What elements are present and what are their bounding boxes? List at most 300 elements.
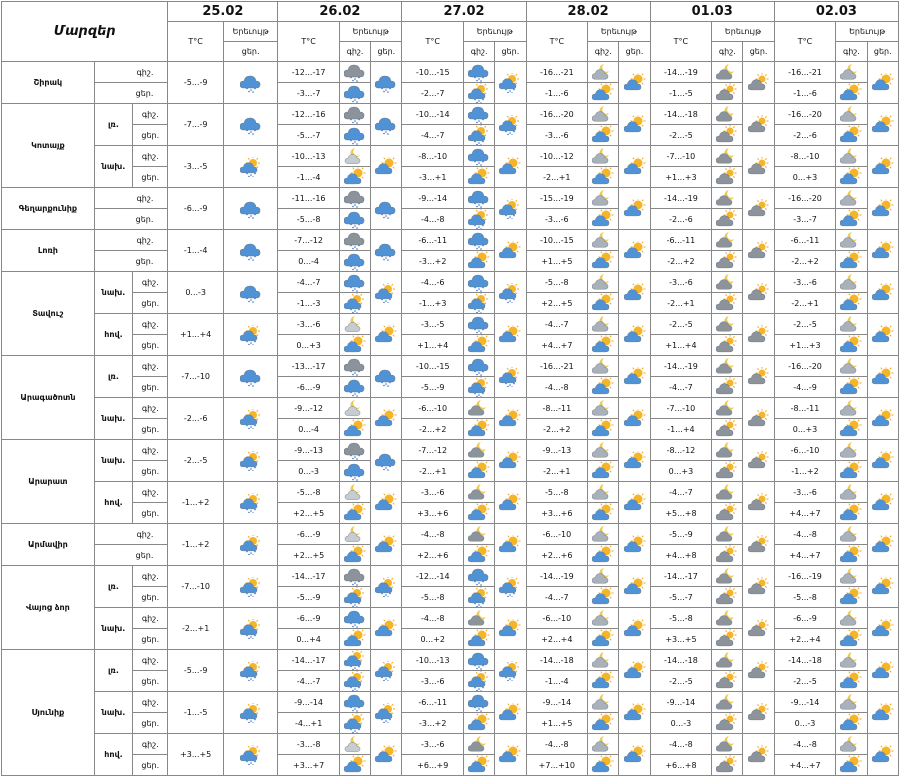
phenomenon-cell	[867, 650, 898, 692]
cloud-moon-icon	[716, 482, 738, 502]
temp-cell: -5...-8	[402, 587, 464, 608]
sun-cloud-icon	[840, 167, 862, 187]
phenomenon-cell	[836, 482, 867, 503]
phenomenon-cell	[712, 188, 743, 209]
phenomenon-cell	[371, 314, 402, 356]
temp-cell: -2...+2	[526, 419, 588, 440]
phenomenon-cell	[588, 251, 619, 272]
phenomenon-cell	[495, 356, 526, 398]
phenomenon-cell	[588, 461, 619, 482]
time-night: գիշ.	[133, 146, 168, 167]
temp-cell: -14...-17	[278, 650, 340, 671]
phenomenon-cell	[223, 230, 277, 272]
table-row	[2, 734, 899, 755]
phenomenon-cell	[223, 314, 277, 356]
moon-cloud-icon	[592, 62, 614, 82]
phenomenon-cell	[339, 314, 370, 335]
time-night: գիշ.	[133, 734, 168, 755]
moon-cloud-light-icon	[344, 146, 366, 166]
temp-cell: -4...-7	[278, 272, 340, 293]
phenomenon-cell	[619, 650, 650, 692]
phenomenon-cell	[619, 230, 650, 272]
phenomenon-cell	[339, 671, 370, 692]
phenomenon-cell	[464, 314, 495, 335]
sun-cloud-icon	[872, 73, 894, 93]
table-row	[2, 314, 899, 335]
sun-cloud-icon	[592, 251, 614, 271]
temp-cell: +2...+5	[278, 545, 340, 566]
temp-cell: -5...-9	[168, 62, 223, 104]
cloud-snow-icon	[468, 356, 490, 376]
moon-cloud-icon	[592, 356, 614, 376]
phenomenon-cell	[339, 419, 370, 440]
phenomenon-cell	[339, 209, 370, 230]
phenomenon-cell	[495, 482, 526, 524]
phenomenon-cell	[619, 314, 650, 356]
moon-cloud-icon	[840, 146, 862, 166]
cloud-sun-icon	[748, 241, 770, 261]
temp-cell: -3...-8	[278, 734, 340, 755]
sun-cloud-icon	[592, 377, 614, 397]
cloud-moon-icon	[468, 524, 490, 544]
sun-cloud-icon	[375, 157, 397, 177]
moon-cloud-icon	[592, 440, 614, 460]
phenomenon-cell	[223, 146, 277, 188]
phenomenon-cell	[371, 524, 402, 566]
moon-cloud-icon	[592, 482, 614, 502]
phenomenon-cell	[712, 587, 743, 608]
sun-cloud-icon	[468, 335, 490, 355]
temp-cell: -2...-5	[650, 314, 712, 335]
sun-cloud-icon	[840, 713, 862, 733]
temp-cell: -4...-7	[650, 482, 712, 503]
sun-cloud-icon	[840, 755, 862, 775]
temp-cell: -4...-8	[402, 608, 464, 629]
phenomenon-cell	[712, 440, 743, 461]
phenomenon-cell	[371, 104, 402, 146]
phenomenon-cell	[712, 209, 743, 230]
table-row	[2, 62, 899, 83]
phenomenon-cell	[836, 755, 867, 776]
phenomenon-cell	[464, 692, 495, 713]
temp-cell: +3...+7	[278, 755, 340, 776]
temp-cell: -8...-11	[526, 398, 588, 419]
time-day: ցեր.	[133, 755, 168, 776]
temp-cell: 0...-3	[168, 272, 223, 314]
temp-cell: +7...+10	[526, 755, 588, 776]
cloud-snow-icon	[468, 62, 490, 82]
phen-header: Երեւույթ	[588, 22, 651, 42]
sun-cloud-snow-icon	[344, 293, 366, 313]
temp-cell: -6...-10	[526, 608, 588, 629]
phenomenon-cell	[619, 272, 650, 314]
phenomenon-cell	[712, 734, 743, 755]
phenomenon-cell	[464, 650, 495, 671]
cloud-sun-icon	[748, 535, 770, 555]
phenomenon-cell	[836, 146, 867, 167]
phenomenon-cell	[743, 734, 774, 776]
cloud-sun-icon	[748, 409, 770, 429]
phenomenon-cell	[836, 293, 867, 314]
phenomenon-cell	[836, 545, 867, 566]
cloud-snow-icon	[240, 283, 262, 303]
sun-cloud-icon	[872, 199, 894, 219]
night-label: գիշ.	[339, 42, 370, 62]
temp-cell: -14...-19	[650, 188, 712, 209]
temp-cell: -5...-7	[650, 587, 712, 608]
region-name: Շիրակ	[2, 62, 95, 104]
subregion-label: լռ.	[94, 650, 132, 692]
date-header: 25.02	[168, 2, 278, 22]
phenomenon-cell	[836, 251, 867, 272]
table-row	[2, 482, 899, 503]
temp-cell: -8...-12	[650, 440, 712, 461]
temp-cell: +2...+4	[526, 629, 588, 650]
sun-cloud-icon	[872, 661, 894, 681]
cloud-snow-icon	[344, 209, 366, 229]
cloud-sun-icon	[748, 157, 770, 177]
sun-cloud-icon	[499, 325, 521, 345]
temp-cell: -2...-7	[402, 83, 464, 104]
sun-cloud-icon	[840, 629, 862, 649]
temp-cell: -7...-12	[402, 440, 464, 461]
phenomenon-cell	[495, 188, 526, 230]
phenomenon-cell	[495, 398, 526, 440]
time-day: ցեր.	[133, 503, 168, 524]
phenomenon-cell	[588, 524, 619, 545]
sun-cloud-icon	[872, 745, 894, 765]
moon-cloud-icon	[840, 608, 862, 628]
temp-cell: -7...-12	[278, 230, 340, 251]
temp-cell: -8...-10	[774, 146, 836, 167]
cloud-sun-icon	[716, 125, 738, 145]
cloud-snow-icon	[375, 367, 397, 387]
cloud-sun-icon	[716, 671, 738, 691]
temp-cell: -3...-6	[774, 482, 836, 503]
sun-cloud-icon	[592, 503, 614, 523]
temp-cell: -5...-9	[278, 587, 340, 608]
cloud-sun-icon	[716, 209, 738, 229]
temp-cell: -15...-19	[526, 188, 588, 209]
temp-cell: +1...+4	[402, 335, 464, 356]
moon-cloud-icon	[840, 650, 862, 670]
cloud-sun-icon	[716, 629, 738, 649]
temp-cell: -4...-7	[526, 314, 588, 335]
region-name: Արարատ	[2, 440, 95, 524]
phenomenon-cell	[836, 377, 867, 398]
sun-cloud-snow-icon	[344, 650, 366, 670]
phenomenon-cell	[339, 104, 370, 125]
phenomenon-cell	[743, 566, 774, 608]
subregion-label: լռ.	[94, 356, 132, 398]
sun-cloud-icon	[344, 545, 366, 565]
cloud-sun-icon	[716, 713, 738, 733]
sun-cloud-snow-icon	[240, 325, 262, 345]
phenomenon-cell	[464, 293, 495, 314]
phenomenon-cell	[223, 440, 277, 482]
phenomenon-cell	[588, 335, 619, 356]
temp-cell: -6...-9	[168, 188, 223, 230]
sun-cloud-icon	[592, 167, 614, 187]
temp-cell: +2...+5	[526, 293, 588, 314]
time-day: ցեր.	[133, 587, 168, 608]
temp-cell: -2...-6	[168, 398, 223, 440]
moon-cloud-icon	[592, 398, 614, 418]
temp-cell: -1...-6	[774, 83, 836, 104]
time-night: գիշ.	[133, 692, 168, 713]
moon-cloud-icon	[592, 230, 614, 250]
temp-cell: +1...+4	[168, 314, 223, 356]
temp-cell: +6...+8	[650, 755, 712, 776]
time-day: ցեր.	[133, 419, 168, 440]
subregion-label: հով.	[94, 482, 132, 524]
temp-cell: -6...-9	[278, 608, 340, 629]
sun-cloud-icon	[872, 535, 894, 555]
cloud-sun-icon	[716, 545, 738, 565]
phenomenon-cell	[712, 524, 743, 545]
temp-cell: +1...+4	[650, 335, 712, 356]
phenomenon-cell	[339, 272, 370, 293]
temp-cell: -16...-21	[526, 356, 588, 377]
phenomenon-cell	[712, 461, 743, 482]
temp-cell: -4...-8	[774, 734, 836, 755]
sun-cloud-icon	[624, 409, 646, 429]
time-day: ցեր.	[133, 713, 168, 734]
phenomenon-cell	[495, 230, 526, 272]
phenomenon-cell	[223, 188, 277, 230]
phenomenon-cell	[836, 272, 867, 293]
phenomenon-cell	[867, 524, 898, 566]
sun-cloud-snow-icon	[499, 115, 521, 135]
table-row	[2, 440, 899, 461]
cloud-sun-icon	[716, 377, 738, 397]
cloud-moon-icon	[716, 356, 738, 376]
phenomenon-cell	[743, 692, 774, 734]
sun-cloud-icon	[468, 629, 490, 649]
heavy-cloud-snow-icon	[344, 440, 366, 460]
cloud-moon-icon	[468, 734, 490, 754]
phenomenon-cell	[464, 356, 495, 377]
phenomenon-cell	[371, 188, 402, 230]
sun-cloud-icon	[840, 671, 862, 691]
temp-cell: +4...+8	[650, 545, 712, 566]
cloud-sun-icon	[748, 283, 770, 303]
sun-cloud-snow-icon	[240, 157, 262, 177]
temp-cell: -4...-6	[402, 272, 464, 293]
sun-cloud-icon	[872, 577, 894, 597]
sun-cloud-snow-icon	[499, 367, 521, 387]
sun-cloud-icon	[344, 503, 366, 523]
table-row	[2, 146, 899, 167]
phenomenon-cell	[464, 146, 495, 167]
phenomenon-cell	[339, 713, 370, 734]
temp-cell: -16...-20	[774, 188, 836, 209]
moon-cloud-icon	[840, 398, 862, 418]
moon-cloud-icon	[592, 650, 614, 670]
phenomenon-cell	[619, 356, 650, 398]
temp-cell: -3...-6	[402, 482, 464, 503]
phenomenon-cell	[743, 230, 774, 272]
sun-cloud-icon	[840, 587, 862, 607]
cloud-snow-icon	[468, 314, 490, 334]
phenomenon-cell	[619, 482, 650, 524]
phenomenon-cell	[339, 734, 370, 755]
phenomenon-cell	[464, 104, 495, 125]
time-day: ցեր.	[133, 629, 168, 650]
temp-cell: -6...-11	[650, 230, 712, 251]
cloud-sun-icon	[716, 587, 738, 607]
time-night: գիշ.	[133, 272, 168, 293]
temp-cell: -4...-9	[774, 377, 836, 398]
temp-cell: -6...-10	[774, 440, 836, 461]
phenomenon-cell	[495, 146, 526, 188]
phenomenon-cell	[371, 482, 402, 524]
cloud-snow-icon	[344, 125, 366, 145]
phenomenon-cell	[339, 251, 370, 272]
temp-cell: -6...-11	[402, 692, 464, 713]
phenomenon-cell	[743, 608, 774, 650]
temp-cell: -14...-17	[650, 566, 712, 587]
temp-cell: -4...-8	[402, 524, 464, 545]
table-row	[2, 272, 899, 293]
temp-cell: -10...-13	[278, 146, 340, 167]
phenomenon-cell	[371, 62, 402, 104]
sun-cloud-icon	[592, 713, 614, 733]
sun-cloud-icon	[499, 703, 521, 723]
sun-cloud-icon	[344, 419, 366, 439]
phenomenon-cell	[371, 440, 402, 482]
cloud-moon-icon	[716, 230, 738, 250]
phenomenon-cell	[836, 461, 867, 482]
temp-cell: -16...-20	[774, 356, 836, 377]
temp-cell: -12...-14	[402, 566, 464, 587]
cloud-sun-icon	[716, 83, 738, 103]
sun-cloud-icon	[872, 703, 894, 723]
sun-cloud-snow-icon	[240, 703, 262, 723]
sun-cloud-icon	[624, 367, 646, 387]
moon-cloud-icon	[840, 482, 862, 502]
phenomenon-cell	[836, 230, 867, 251]
temp-cell: -6...-9	[774, 608, 836, 629]
temp-cell: +2...+6	[402, 545, 464, 566]
phenomenon-cell	[339, 503, 370, 524]
temp-cell: -14...-19	[650, 356, 712, 377]
cloud-snow-icon	[240, 199, 262, 219]
phenomenon-cell	[588, 734, 619, 755]
phenomenon-cell	[619, 62, 650, 104]
temp-cell: 0...+3	[650, 461, 712, 482]
temp-cell: +3...+6	[402, 503, 464, 524]
sun-cloud-icon	[592, 419, 614, 439]
phenomenon-cell	[223, 272, 277, 314]
sun-cloud-icon	[344, 335, 366, 355]
phen-header: Երեւույթ	[223, 22, 277, 42]
cloud-sun-icon	[716, 335, 738, 355]
day-label: ցեր.	[743, 42, 774, 62]
subregion-label: լռ.	[94, 104, 132, 146]
temp-cell: -1...-5	[650, 83, 712, 104]
subregion-label: հով.	[94, 734, 132, 776]
moon-cloud-icon	[840, 566, 862, 586]
phenomenon-cell	[836, 209, 867, 230]
sun-cloud-icon	[344, 629, 366, 649]
phenomenon-cell	[836, 419, 867, 440]
cloud-sun-icon	[748, 367, 770, 387]
sun-cloud-snow-icon	[375, 661, 397, 681]
temp-cell: -5...-8	[650, 608, 712, 629]
temp-cell: +5...+8	[650, 503, 712, 524]
phenomenon-cell	[588, 398, 619, 419]
temp-cell: -3...+2	[402, 713, 464, 734]
phenomenon-cell	[836, 524, 867, 545]
region-name: Վայոց ձոր	[2, 566, 95, 650]
temp-cell: -3...-6	[278, 314, 340, 335]
temp-cell: -4...-8	[650, 734, 712, 755]
temp-cell: -1...-5	[168, 692, 223, 734]
phenomenon-cell	[223, 524, 277, 566]
phenomenon-cell	[588, 692, 619, 713]
subregion-label: նախ.	[94, 272, 132, 314]
temp-cell: -16...-20	[774, 104, 836, 125]
sun-cloud-icon	[840, 209, 862, 229]
cloud-snow-icon	[468, 188, 490, 208]
moon-cloud-icon	[840, 230, 862, 250]
sun-cloud-icon	[624, 199, 646, 219]
phenomenon-cell	[743, 398, 774, 440]
sun-cloud-icon	[624, 535, 646, 555]
phenomenon-cell	[495, 62, 526, 104]
sun-cloud-icon	[499, 157, 521, 177]
time-night: գիշ.	[94, 188, 168, 209]
phenomenon-cell	[712, 62, 743, 83]
sun-cloud-icon	[840, 503, 862, 523]
phenomenon-cell	[743, 650, 774, 692]
sun-cloud-icon	[592, 209, 614, 229]
phenomenon-cell	[371, 566, 402, 608]
phenomenon-cell	[339, 167, 370, 188]
cloud-moon-icon	[468, 398, 490, 418]
time-night: գիշ.	[133, 314, 168, 335]
phenomenon-cell	[836, 671, 867, 692]
phenomenon-cell	[464, 251, 495, 272]
phenomenon-cell	[588, 272, 619, 293]
cloud-sun-icon	[748, 661, 770, 681]
temp-header: T°C	[526, 22, 588, 62]
temp-cell: -6...-9	[278, 524, 340, 545]
temp-cell: -2...-5	[650, 125, 712, 146]
temp-cell: -14...-19	[650, 62, 712, 83]
sun-cloud-icon	[624, 325, 646, 345]
subregion-label: նախ.	[94, 398, 132, 440]
moon-cloud-icon	[840, 62, 862, 82]
phenomenon-cell	[836, 83, 867, 104]
time-night: գիշ.	[133, 440, 168, 461]
cloud-snow-icon	[344, 83, 366, 103]
sun-cloud-icon	[840, 293, 862, 313]
moon-cloud-light-icon	[344, 482, 366, 502]
phenomenon-cell	[836, 335, 867, 356]
temp-cell: 0...+4	[278, 629, 340, 650]
temp-cell: +6...+9	[402, 755, 464, 776]
sun-cloud-icon	[624, 493, 646, 513]
table-row	[2, 356, 899, 377]
temp-cell: -12...-17	[278, 62, 340, 83]
phenomenon-cell	[743, 188, 774, 230]
sun-cloud-icon	[499, 493, 521, 513]
phenomenon-cell	[464, 209, 495, 230]
sun-cloud-snow-icon	[468, 377, 490, 397]
sun-cloud-icon	[468, 545, 490, 565]
